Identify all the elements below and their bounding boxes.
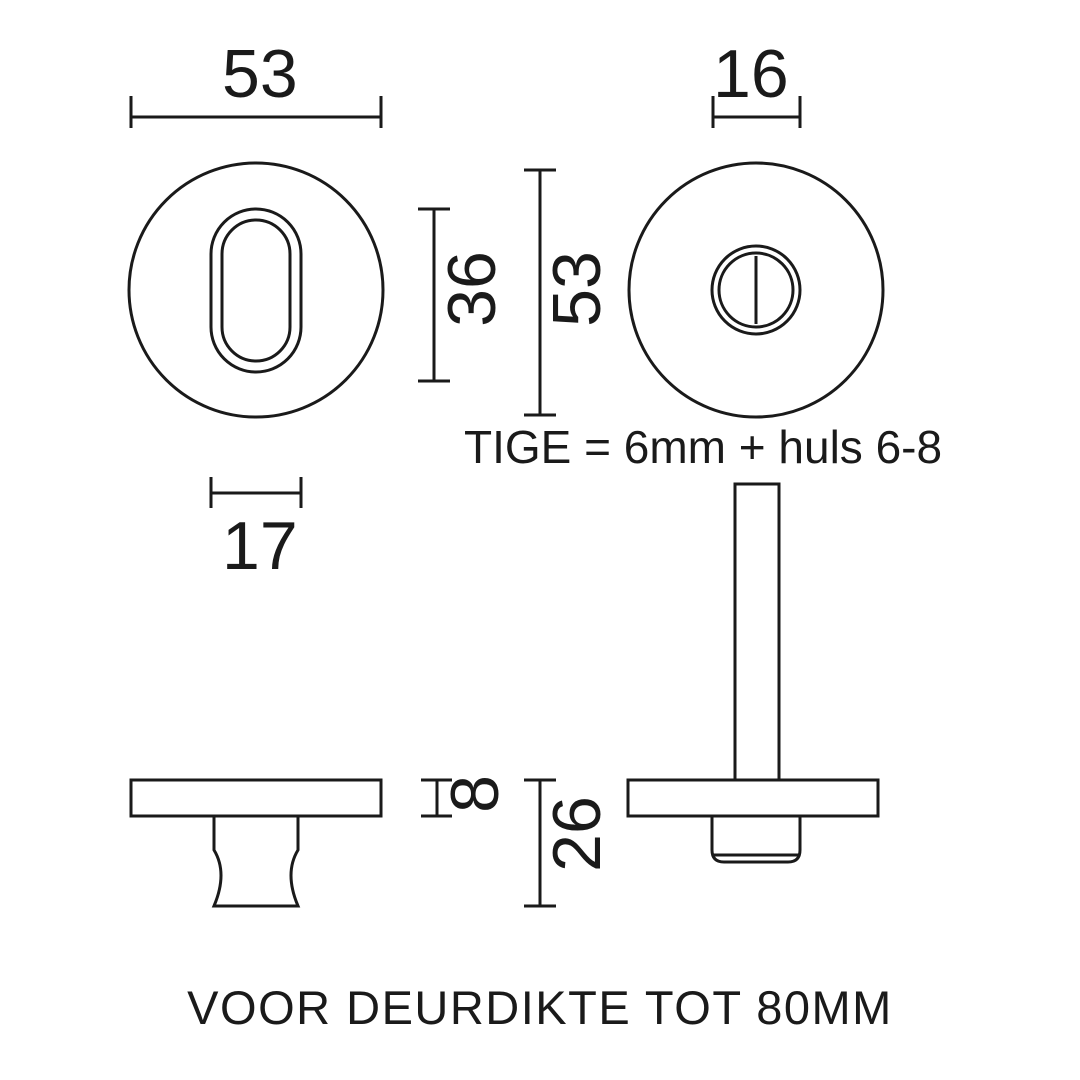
drawing-caption: VOOR DEURDIKTE TOT 80MM (187, 981, 893, 1034)
dim-label-53-vertical: 53 (539, 251, 615, 327)
dim-17-horizontal (211, 477, 301, 508)
rosette-front-view (129, 163, 383, 417)
dim-label-16-top: 16 (713, 36, 789, 112)
dim-label-36: 36 (434, 251, 510, 327)
thumbturn-side-view (628, 780, 878, 862)
thumbturn-front-view (629, 163, 883, 417)
rosette-side-view (131, 780, 381, 906)
spindle (735, 484, 779, 782)
spindle-note: TIGE = 6mm + huls 6-8 (464, 421, 943, 473)
dim-label-53-top: 53 (222, 36, 298, 112)
dim-label-17: 17 (222, 508, 298, 584)
dim-label-26: 26 (539, 796, 615, 872)
dim-label-8: 8 (437, 775, 513, 813)
